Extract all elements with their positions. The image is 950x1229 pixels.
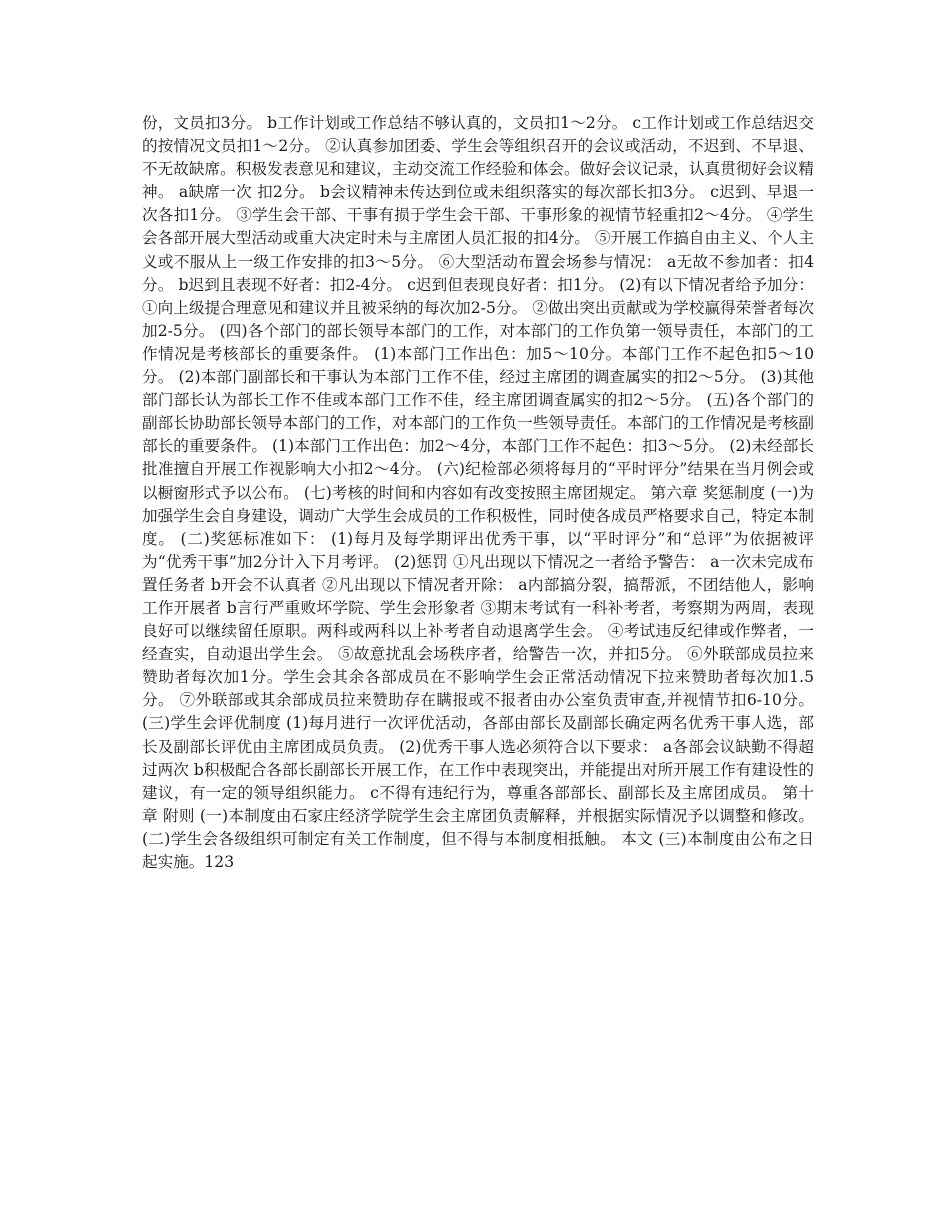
body-paragraph: 份，文员扣3分。 b工作计划或工作总结不够认真的，文员扣1～2分。 c工作计划或工作总结迟交的按情况文员扣1～2分。 ②认真参加团委、学生会等组织召开的会议或活动，不迟到、不早退、不无故缺席。积极发表意见和建议，主动交流工作经验和体会。做好会议记录，认真贯彻好会议精神。 a缺席一次 扣2分。 b会议精神未传达到位或未组织落实的每次部长扣3分。 c迟到、早退一次各扣1分。 ③学生会干部、干事有损于学生会干部、干事形象的视情节轻重扣2～4分。 ④学生会各部开展大型活动或重大决定时未与主席团人员汇报的扣4分。 ⑤开展工作搞自由主义、个人主义或不服从上一级工作安排的扣3～5分。 ⑥大型活动布置会场参与情况： a无故不参加者：扣4分。 b迟到且表现不好者：扣2-4分。 c迟到但表现良好者：扣1分。 (2)有以下情况者给予加分： ①向上级提合理意见和建议并且被采纳的每次加2-5分。 ②做出突出贡献或为学校赢得荣誉者每次加2-5分。 (四)各个部门的部长领导本部门的工作，对本部门的工作负第一领导责任，本部门的工作情况是考核部长的重要条件。 (1)本部门工作出色：加5～10分。本部门工作不起色扣5～10分。 (2)本部门副部长和干事认为本部门工作不佳，经过主席团的调查属实的扣2～5分。 (3)其他部门部长认为部长工作不佳或本部门工作不佳，经主席团调查属实的扣2～5分。 (五)各个部门的副部长协助部长领导本部门的工作，对本部门的工作负一些领导责任。本部门的工作情况是考核副部长的重要条件。 (1)本部门工作出色：加2～4分，本部门工作不起色：扣3～5分。 (2)未经部长批准擅自开展工作视影响大小扣2～4分。 (六)纪检部必须将每月的“平时评分”结果在当月例会或以橱窗形式予以公布。 (七)考核的时间和内容如有改变按照主席团规定。 第六章 奖惩制度 (一)为加强学生会自身建设，调动广大学生会成员的工作积极性，同时使各成员严格要求自己，特定本制度。 (二)奖惩标准如下： (1)每月及每学期评出优秀干事，以“平时评分”和“总评”为依据被评为“优秀干事”加2分计入下月考评。 (2)惩罚 ①凡出现以下情况之一者给予警告： a一次未完成布置任务者 b开会不认真者 ②凡出现以下情况者开除： a内部搞分裂，搞帮派，不团结他人，影响工作开展者 b言行严重败坏学院、学生会形象者 ③期末考试有一科补考者，考察期为两周，表现良好可以继续留任原职。两科或两科以上补考者自动退离学生会。 ④考试违反纪律或作弊者，一经查实，自动退出学生会。 ⑤故意扰乱会场秩序者，给警告一次，并扣5分。 ⑥外联部成员拉来赞助者每次加1分。学生会其余各部成员在不影响学生会正常活动情况下拉来赞助者每次加1.5分。 ⑦外联部或其余部成员拉来赞助存在瞒报或不报者由办公室负责审查,并视情节扣6-10分。 (三)学生会评优制度 (1)每月进行一次评优活动，各部由部长及副部长确定两名优秀干事人选，部长及副部长评优由主席团成员负责。 (2)优秀干事人选必须符合以下要求： a各部会议缺勤不得超过两次 b积极配合各部长副部长开展工作，在工作中表现突出，并能提出对所开展工作有建设性的建议，有一定的领导组织能力。 c不得有违纪行为，尊重各部部长、副部长及主席团成员。 第十章 附则 (一)本制度由石家庄经济学院学生会主席团负责解释，并根据实际情况予以调整和修改。 (二)学生会各级组织可制定有关工作制度，但不得与本制度相抵触。 本文 (三)本制度由公布之日起实施。123 — [142, 114, 814, 871]
